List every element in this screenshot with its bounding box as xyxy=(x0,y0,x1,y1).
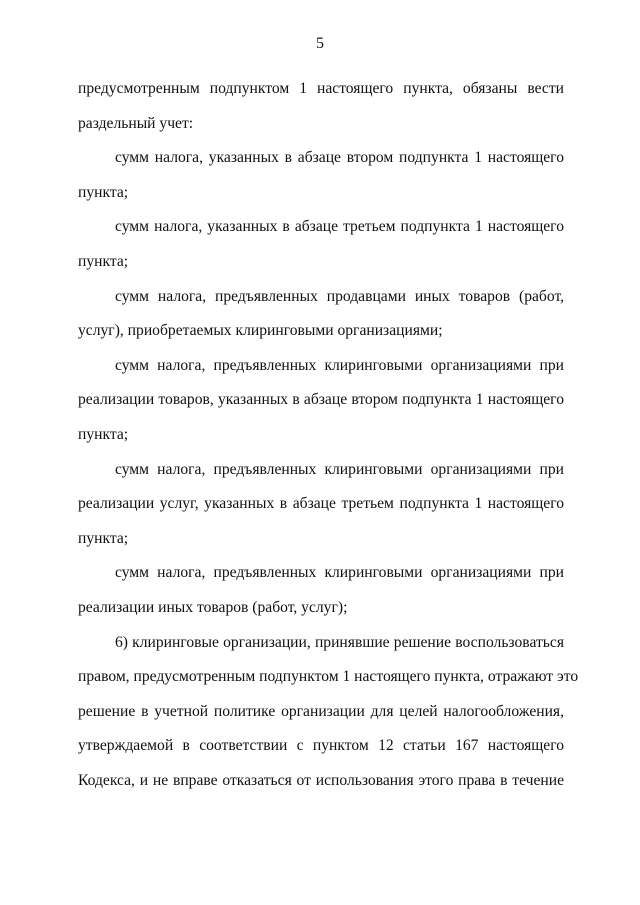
text-line: пункта; xyxy=(78,183,129,201)
text-line: сумм налога, указанных в абзаце втором подпункта 1 настоящего xyxy=(115,149,564,167)
text-line: пункта; xyxy=(78,529,129,547)
document-body xyxy=(78,72,579,798)
text-line: сумм налога, указанных в абзаце третьем подпункта 1 настоящего xyxy=(115,218,564,236)
text-line: реализации товаров, указанных в абзаце втором подпункта 1 настоящего xyxy=(78,391,564,409)
text-line: сумм налога, предъявленных клиринговыми организациями при xyxy=(115,460,564,478)
paragraph-tax-clearing-services xyxy=(78,453,564,557)
text-line: пункта; xyxy=(78,425,129,443)
paragraph-tax-third-abzac xyxy=(78,210,564,279)
text-line: реализации услуг, указанных в абзаце третьем подпункта 1 настоящего xyxy=(78,495,564,513)
paragraph-tax-second-abzac xyxy=(78,141,564,210)
text-line: пункта; xyxy=(78,252,129,270)
text-line: утверждаемой в соответствии с пунктом 12 статьи 167 настоящего xyxy=(78,737,564,755)
text-line: решение в учетной политике организации для целей налогообложения, xyxy=(78,702,564,720)
text-line: 6) клиринговые организации, принявшие решение воспользоваться xyxy=(115,633,564,651)
text-line: Кодекса, и не вправе отказаться от использования этого права в течение xyxy=(78,771,564,789)
text-line: реализации иных товаров (работ, услуг); xyxy=(78,598,348,616)
paragraph-tax-clearing-goods xyxy=(78,349,564,453)
text-line: услуг), приобретаемых клиринговыми организациями; xyxy=(78,322,443,340)
text-line: предусмотренным подпунктом 1 настоящего пункта, обязаны вести xyxy=(78,80,564,97)
text-line: сумм налога, предъявленных клиринговыми организациями при xyxy=(115,564,564,582)
text-line: раздельный учет: xyxy=(78,114,194,132)
paragraph-tax-clearing-other xyxy=(78,556,564,625)
text-line: сумм налога, предъявленных продавцами иных товаров (работ, xyxy=(115,287,564,305)
text-line: сумм налога, предъявленных клиринговыми организациями при xyxy=(115,356,564,374)
paragraph-tax-sellers xyxy=(78,280,564,349)
paragraph-item-6 xyxy=(78,626,579,799)
paragraph-continuation xyxy=(78,72,564,141)
page-number: 5 xyxy=(316,35,324,52)
text-line: правом, предусмотренным подпунктом 1 настоящего пункта, отражают это xyxy=(78,668,579,686)
